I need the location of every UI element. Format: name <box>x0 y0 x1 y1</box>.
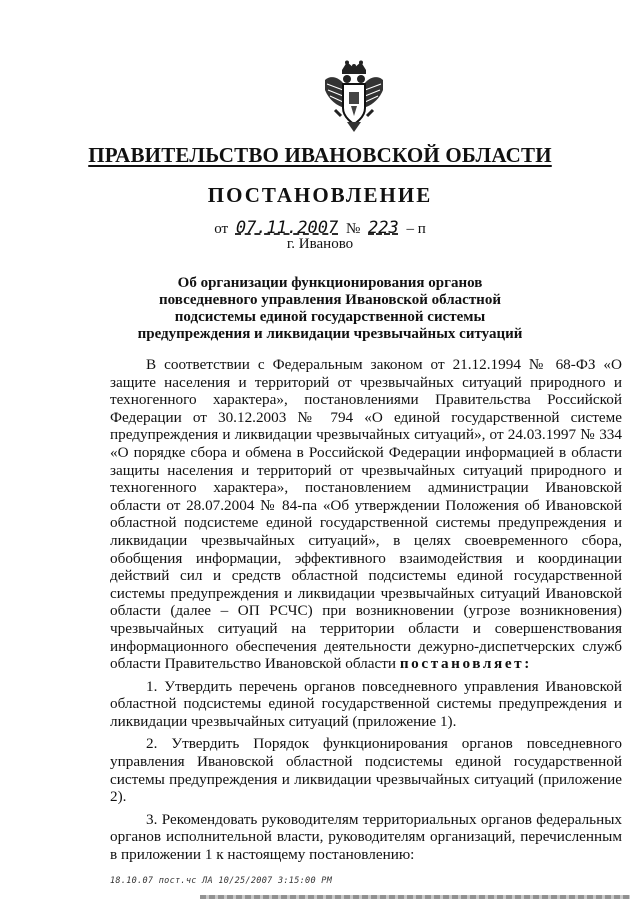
number-label: № <box>345 221 361 237</box>
list-item: 2. Утвердить Порядок функционирования органов повседневного управления Ивановской областной подсистемы единой государственной системы предупреждения и ликвидации чрезвычайных ситуаций (приложение 2). <box>110 735 622 806</box>
preamble-text: В соответствии с Федеральным законом от 21.12.1994 № 68-ФЗ «О защите населения и территорий от чрезвычайных ситуаций природного и техногенного характера», постановлениями Правительства Российской Федерации от 30.12.2003 № 794 «О единой государственной системе предупреждения и ликвидации чрезвычайных ситуаций», от 24.03.1997 № 334 «О порядке сбора и обмена в Российской Федерации информацией в области защиты населения и территорий от чрезвычайных ситуаций природного и техногенного характера», постановлением администрации Ивановской области от 28.07.2004 № 84-па «Об утверждении Положения об Ивановской областной подсистеме единой государственной системы предупреждения и ликвидации чрезвычайных ситуаций», в целях своевременного сбора, обобщения информации, эффективного взаимодействия и координации действий сил и средств областной подсистемы единой государственной системы предупреждения и ликвидации чрезвычайных ситуаций Ивановской области (далее – ОП РСЧС) при возникновении (угрозе возникновения) чрезвычайных ситуаций на территории области и совершенствования информационного обеспечения деятельности дежурно-диспетчерских служб области Правительство Ивановской области <box>110 356 622 673</box>
document-date: 07.11.2007 <box>235 218 339 238</box>
list-item: 1. Утвердить перечень органов повседневного управления Ивановской областной подсистемы единой государственной системы предупреждения и ликвидации чрезвычайных ситуаций (приложение 1). <box>110 677 622 730</box>
document-number: 223 <box>368 218 399 238</box>
document-type-heading: ПОСТАНОВЛЕНИЕ <box>207 183 433 207</box>
footer-file-stamp: 18.10.07 пост.чс ЛА 10/25/2007 3:15:00 PM <box>110 876 333 886</box>
preamble-paragraph <box>110 356 622 673</box>
document-body <box>110 356 622 869</box>
number-suffix: – п <box>406 221 426 237</box>
coat-of-arms-emblem <box>323 60 385 134</box>
city-line: г. Иваново <box>286 236 354 252</box>
scan-artifact-line <box>200 895 630 899</box>
document-subject: Об организации функционирования органов повседневного управления Ивановской областной подсистемы единой государственной системы предупреждения и ликвидации чрезвычайных ситуаций <box>137 275 523 342</box>
date-number-line <box>0 218 640 238</box>
list-item: 3. Рекомендовать руководителям территориальных органов федеральных органов исполнительной власти, руководителям организаций, перечисленным в приложении 1 к настоящему постановлению: <box>110 810 622 864</box>
date-prefix: от <box>214 221 229 237</box>
decree-word: постановляет: <box>399 655 532 673</box>
government-title: ПРАВИТЕЛЬСТВО ИВАНОВСКОЙ ОБЛАСТИ <box>88 143 552 167</box>
